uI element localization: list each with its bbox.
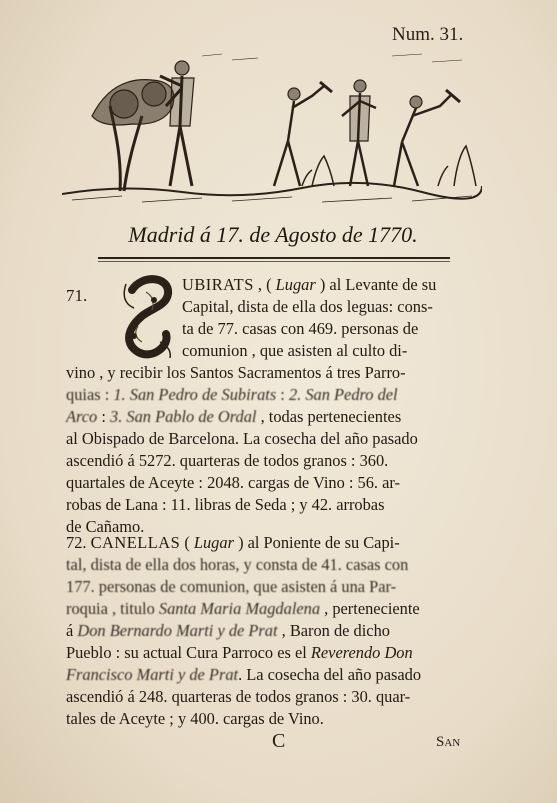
entry-number: 71.	[66, 286, 88, 305]
entry-72-line-4	[66, 598, 420, 620]
entry-71-line-1	[182, 274, 436, 296]
dateline-rule-thin	[98, 261, 450, 262]
text-fragment: roquia , titulo	[66, 599, 159, 618]
person-name: Don Bernardo Marti y de Prat	[77, 621, 278, 640]
text-fragment: :	[97, 407, 111, 426]
place-name: CANELLAS	[90, 533, 181, 552]
person-name: Francisco Marti y de Prat	[66, 665, 239, 684]
text-fragment: quias :	[66, 385, 114, 404]
parish-name: 1. San Pedro de Subirats	[113, 385, 277, 404]
entry-72-line-9: tales de Aceyte ; y 400. cargas de Vino.	[66, 709, 324, 728]
person-name: Reverendo Don	[310, 643, 413, 662]
entry-72-line-8: ascendió á 248. quarteras de todos granos : 30. quar-	[66, 687, 411, 706]
entry-number: 72.	[66, 533, 87, 552]
entry-71-line-6	[66, 384, 398, 406]
entry-71-line-4: comunion , que asisten al culto di-	[182, 341, 408, 360]
entry-72-line-5	[66, 620, 390, 642]
woodcut-illustration	[62, 46, 482, 206]
signature-mark: C	[272, 730, 286, 752]
text-fragment: (	[180, 533, 194, 552]
page-number: Num. 31.	[392, 24, 464, 45]
entry-71-line-9: ascendió á 5272. quarteras de todos granos : 360.	[66, 451, 389, 470]
entry-72-line-2: tal, dista de ella dos horas, y consta de 41. casas con	[66, 555, 409, 574]
parish-name: Arco	[66, 407, 98, 426]
dateline: Madrid á 17. de Agosto de 1770.	[128, 222, 418, 247]
entry-71-line-11: robas de Lana : 11. libras de Seda ; y 42. arrobas	[66, 495, 385, 514]
entry-71-line-5: vino , y recibir los Santos Sacramentos á tres Parro-	[66, 363, 406, 382]
text-fragment: , (	[253, 275, 276, 294]
entry-71-line-3: ta de 77. casas con 469. personas de	[182, 319, 419, 338]
parish-name: 2. San Pedro del	[288, 385, 398, 404]
dateline-rule	[98, 257, 450, 259]
entry-72-line-7	[66, 664, 421, 686]
catchword: San	[436, 734, 461, 750]
text-fragment: . La cosecha del año pasado	[238, 665, 422, 684]
parish-name: Santa Maria Magdalena	[158, 599, 321, 618]
entry-71-line-12: de Cañamo.	[66, 517, 145, 536]
entry-72-line-1	[66, 532, 400, 554]
text-fragment: , Baron de dicho	[277, 621, 390, 640]
entry-72-line-3: 177. personas de comunion, que asisten á una Par-	[66, 577, 397, 596]
decorated-initial-S	[112, 272, 178, 362]
text-fragment: ) al Levante de su	[315, 275, 437, 294]
text-fragment: Pueblo : su actual Cura Parroco es el	[66, 643, 311, 662]
place-name: UBIRATS	[182, 275, 254, 294]
entry-71-line-7	[66, 406, 401, 428]
text-fragment: , todas pertenecientes	[256, 407, 402, 426]
text-fragment: , perteneciente	[320, 599, 420, 618]
place-type: Lugar	[275, 275, 316, 294]
text-fragment: á	[66, 621, 78, 640]
entry-71-line-8: al Obispado de Barcelona. La cosecha del año pasado	[66, 429, 418, 448]
entry-72-line-6	[66, 642, 413, 664]
entry-71-line-10: quartales de Aceyte : 2048. cargas de Vino : 56. ar-	[66, 473, 400, 492]
parish-name: 3. San Pablo de Ordal	[110, 407, 257, 426]
show-through-text: ⁠ ⁠ ⁠ ⁠	[300, 53, 311, 68]
text-fragment: ) al Poniente de su Capi-	[233, 533, 400, 552]
place-type: Lugar	[193, 533, 234, 552]
entry-71-line-2: Capital, dista de ella dos leguas: cons-	[182, 297, 433, 316]
text-fragment: :	[276, 385, 289, 404]
